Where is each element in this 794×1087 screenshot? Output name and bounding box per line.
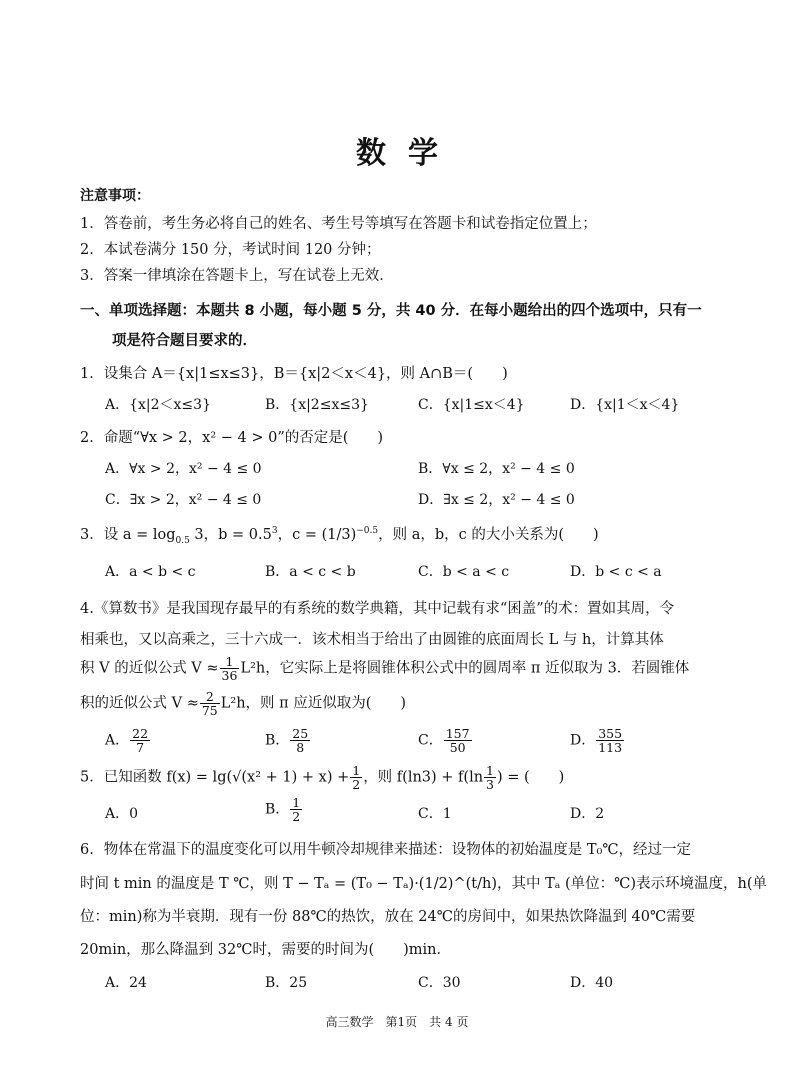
q4-option-b: B． $\frac{25}{8}$: [265, 726, 309, 756]
q6-option-c: C．30: [418, 975, 461, 991]
q5-option-c: C．1: [418, 806, 452, 822]
q2-option-d: D．∃x ≤ 2，x² − 4 ≤ 0: [418, 492, 575, 508]
question-6-line4: 20min，那么降温到 32℃时，需要的时间为( )min．: [80, 942, 451, 958]
note-item: 3．答案一律填涂在答题卡上，写在试卷上无效．: [80, 268, 394, 284]
note-item: 1．答卷前，考生务必将自己的姓名、考生号等填写在答题卡和试卷指定位置上；: [80, 216, 597, 232]
q2-option-b: B．∀x ≤ 2，x² − 4 ≤ 0: [418, 461, 575, 477]
question-6-line3: 位：min)称为半衰期．现有一份 88℃的热饮，放在 24℃的房间中，如果热饮降温到 40℃需要: [80, 909, 696, 925]
page-footer: 高三数学 第1页 共 4 页: [325, 1015, 469, 1029]
q1-option-d: D．{x|1＜x＜4}: [570, 397, 680, 413]
question-4-line4: 积的近似公式 V ≈ $\frac{2}{75}$ L²h，则 π 应近似取为( ): [80, 689, 407, 719]
q4-option-c: C． $\frac{157}{50}$: [418, 726, 470, 756]
q5-option-a: A．0: [105, 806, 139, 822]
q5-option-d: D．2: [570, 806, 605, 822]
q4-option-d: D． $\frac{355}{113}$: [570, 726, 623, 756]
q5-option-b: B． $\frac{1}{2}$: [265, 795, 301, 825]
question-3-stem: 3．设 $a = \log_{0.5} 3$，$b = 0.5^3$，$c = (1/3)^{-0.5}$，则 a，b，c 的大小关系为( ): [80, 526, 599, 546]
page-title: 数学: [356, 136, 460, 171]
q1-option-c: C．{x|1≤x＜4}: [418, 397, 525, 413]
question-4-line3: 积 V 的近似公式 V ≈ $\frac{1}{36}$ L²h，它实际上是将圆锥体积公式中的圆周率 π 近似取为 3．若圆锥体: [80, 654, 690, 684]
question-1-stem: 1．设集合 A＝{x|1≤x≤3}，B＝{x|2＜x＜4}，则 A∩B＝( ): [80, 366, 508, 382]
question-2-stem: 2．命题“∀x > 2，x² − 4 > 0”的否定是( ): [80, 430, 384, 446]
section-heading-cont: 项是符合题目要求的．: [112, 333, 257, 349]
q1-option-a: A．{x|2＜x≤3}: [105, 397, 211, 413]
q3-option-b: B．a < c < b: [265, 564, 356, 580]
section-heading: 一、单项选择题：本题共 8 小题，每小题 5 分，共 40 分．在每小题给出的四个选项中，只有一: [80, 303, 702, 319]
q6-option-a: A．24: [105, 975, 147, 991]
q3-option-c: C．b < a < c: [418, 564, 510, 580]
note-item: 2．本试卷满分 150 分，考试时间 120 分钟；: [80, 242, 381, 258]
question-6-line2: 时间 t min 的温度是 T ℃，则 T − Tₐ = (T₀ − Tₐ)·(1/2)^(t/h)，其中 Tₐ (单位：℃)表示环境温度，h(单: [80, 876, 767, 892]
q6-option-b: B．25: [265, 975, 308, 991]
q1-option-b: B．{x|2≤x≤3}: [265, 397, 369, 413]
notes-heading: 注意事项：: [80, 188, 150, 204]
question-4-line2: 相乘也，又以高乘之，三十六成一．该术相当于给出了由圆锥的底面周长 L 与 h，计算其体: [80, 632, 664, 648]
question-6-line1: 6．物体在常温下的温度变化可以用牛顿冷却规律来描述：设物体的初始温度是 T₀℃，经过一定: [80, 842, 692, 858]
question-5-stem: 5．已知函数 f(x) = lg(√(x² + 1) + x) + $\frac{1}{2}$ ，则 f(ln3) + f(ln $\frac{1}{3}$ ) = ( ): [80, 763, 565, 793]
q3-option-d: D．b < c < a: [570, 564, 662, 580]
q2-option-a: A．∀x > 2，x² − 4 ≤ 0: [105, 461, 262, 477]
question-4-line1: 4.《算数书》是我国现存最早的有系统的数学典籍，其中记载有求“囷盖”的术：置如其周，令: [80, 601, 675, 617]
q2-option-c: C．∃x > 2，x² − 4 ≤ 0: [105, 492, 262, 508]
q6-option-d: D．40: [570, 975, 614, 991]
q3-option-a: A．a < b < c: [105, 564, 196, 580]
q4-option-a: A． $\frac{22}{7}$: [105, 726, 149, 756]
